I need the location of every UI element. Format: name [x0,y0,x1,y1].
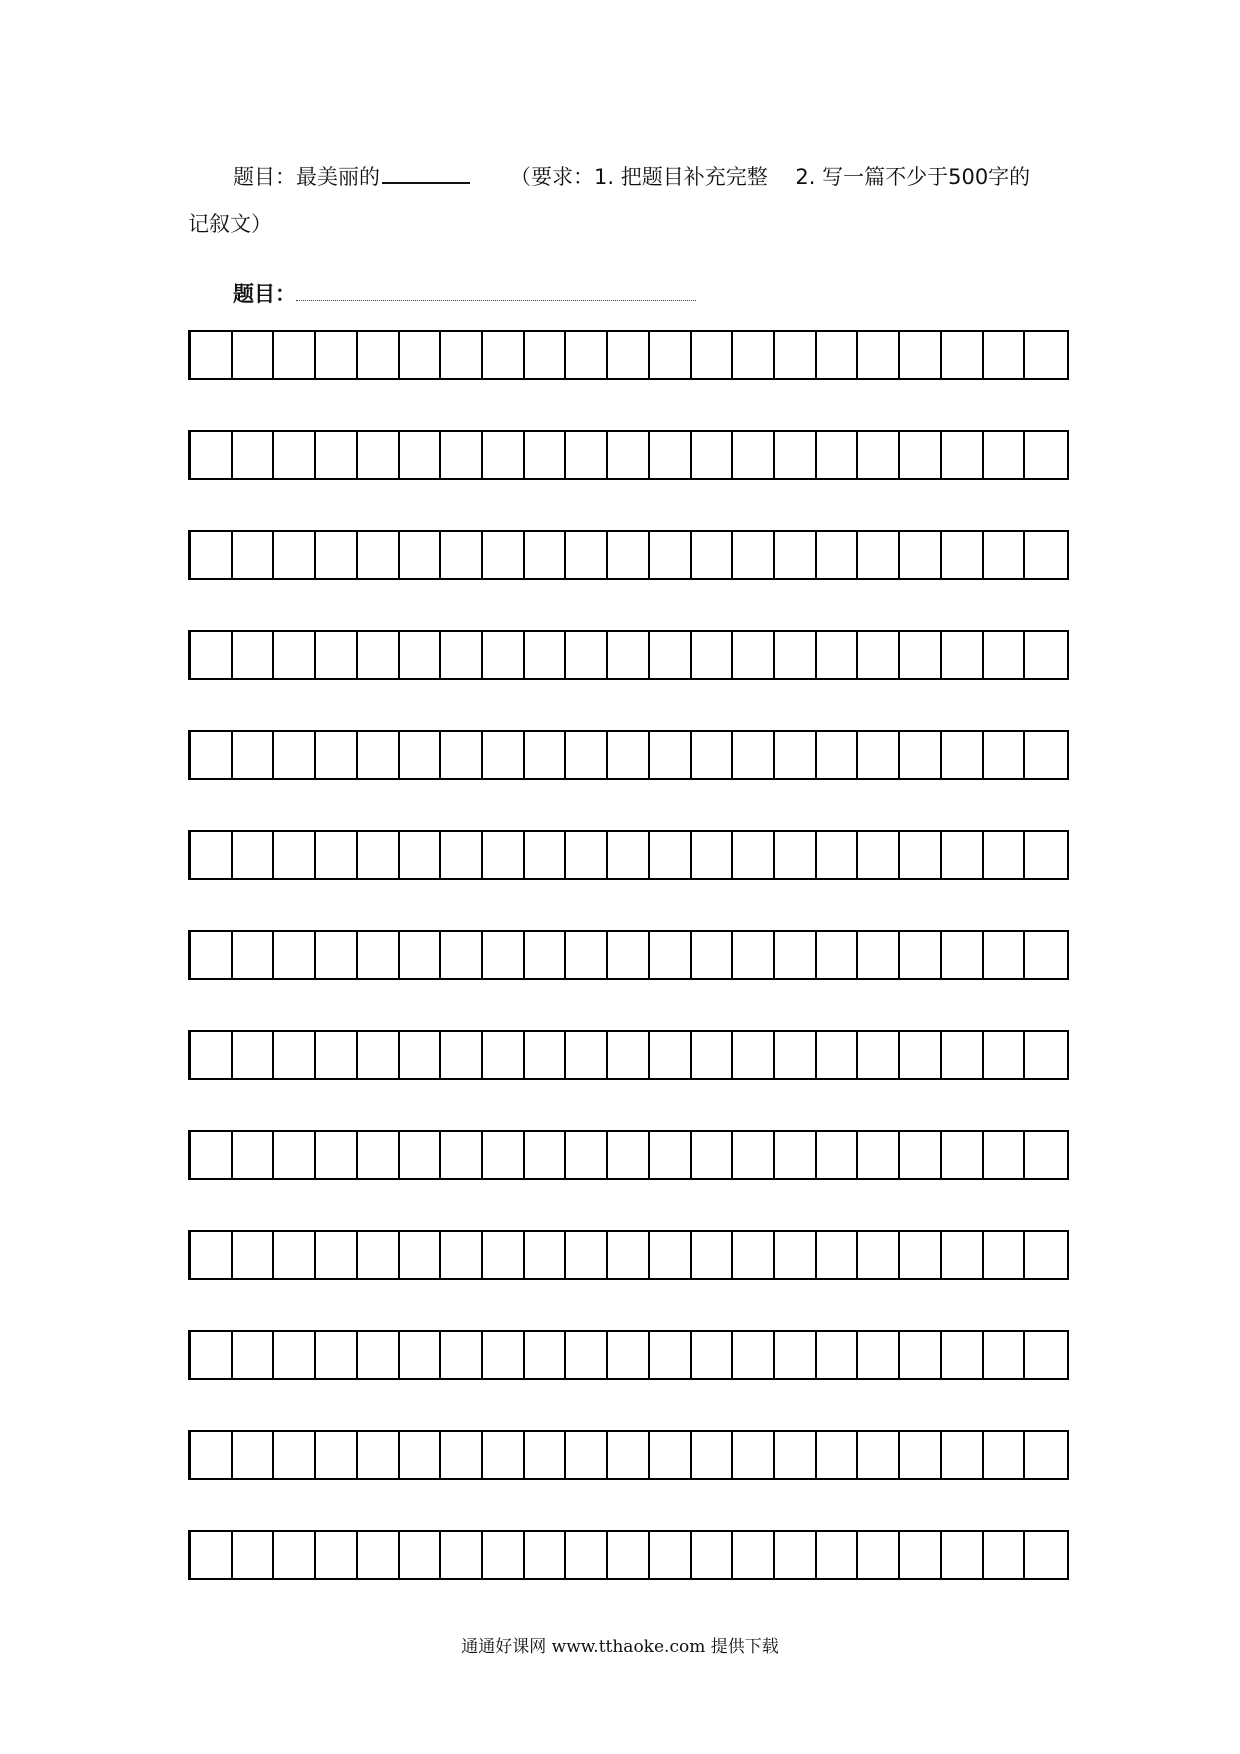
grid-cell[interactable] [733,1232,775,1278]
grid-cell[interactable] [400,632,442,678]
grid-cell[interactable] [358,532,400,578]
grid-cell[interactable] [191,632,233,678]
grid-cell[interactable] [525,1032,567,1078]
grid-cell[interactable] [984,332,1026,378]
prompt-line [233,162,1030,191]
grid-cell[interactable] [483,1032,525,1078]
requirements-continued: 记叙文） [188,212,272,236]
grid-cell[interactable] [858,1232,900,1278]
grid-cell[interactable] [358,932,400,978]
grid-cell[interactable] [525,532,567,578]
grid-cell[interactable] [817,1232,859,1278]
grid-cell[interactable] [858,532,900,578]
grid-cell[interactable] [775,932,817,978]
grid-cell[interactable] [233,1132,275,1178]
grid-cell[interactable] [858,1332,900,1378]
grid-cell[interactable] [775,832,817,878]
grid-cell[interactable] [608,932,650,978]
grid-cell[interactable] [650,832,692,878]
grid-cell[interactable] [1025,1132,1067,1178]
grid-cell[interactable] [191,832,233,878]
grid-cell[interactable] [274,732,316,778]
grid-cell[interactable] [566,1332,608,1378]
grid-cell[interactable] [233,732,275,778]
grid-cell[interactable] [400,532,442,578]
grid-cell[interactable] [483,832,525,878]
grid-cell[interactable] [608,1432,650,1478]
grid-cell[interactable] [650,1432,692,1478]
grid-cell[interactable] [1025,832,1067,878]
grid-cell[interactable] [525,1132,567,1178]
grid-cell[interactable] [1025,1032,1067,1078]
grid-cell[interactable] [733,1532,775,1578]
grid-cell[interactable] [984,632,1026,678]
grid-cell[interactable] [733,432,775,478]
grid-cell[interactable] [733,332,775,378]
grid-cell[interactable] [441,1432,483,1478]
grid-cell[interactable] [775,1532,817,1578]
grid-cell[interactable] [650,432,692,478]
grid-cell[interactable] [608,1232,650,1278]
grid-cell[interactable] [942,632,984,678]
grid-cell[interactable] [441,1132,483,1178]
grid-cell[interactable] [233,1432,275,1478]
grid-cell[interactable] [942,1132,984,1178]
grid-cell[interactable] [1025,532,1067,578]
grid-cell[interactable] [775,532,817,578]
grid-cell[interactable] [858,932,900,978]
grid-cell[interactable] [900,1032,942,1078]
grid-cell[interactable] [274,532,316,578]
grid-cell[interactable] [692,1432,734,1478]
grid-cell[interactable] [817,1432,859,1478]
grid-cell[interactable] [608,1332,650,1378]
grid-cell[interactable] [650,332,692,378]
grid-cell[interactable] [400,832,442,878]
grid-cell[interactable] [483,432,525,478]
grid-cell[interactable] [274,1232,316,1278]
grid-cell[interactable] [984,432,1026,478]
grid-cell[interactable] [566,1032,608,1078]
grid-cell[interactable] [942,732,984,778]
grid-cell[interactable] [984,1332,1026,1378]
grid-cell[interactable] [692,1532,734,1578]
grid-cell[interactable] [566,732,608,778]
grid-cell[interactable] [900,1432,942,1478]
grid-cell[interactable] [942,1432,984,1478]
grid-cell[interactable] [692,1232,734,1278]
grid-cell[interactable] [942,1332,984,1378]
grid-cell[interactable] [984,1432,1026,1478]
grid-cell[interactable] [233,832,275,878]
grid-cell[interactable] [274,1132,316,1178]
grid-cell[interactable] [900,1532,942,1578]
grid-cell[interactable] [274,932,316,978]
grid-cell[interactable] [858,832,900,878]
grid-cell[interactable] [858,1532,900,1578]
grid-cell[interactable] [191,1332,233,1378]
grid-row [188,930,1069,980]
grid-cell[interactable] [1025,332,1067,378]
grid-cell[interactable] [233,632,275,678]
grid-cell[interactable] [274,632,316,678]
grid-cell[interactable] [525,1532,567,1578]
grid-cell[interactable] [900,1332,942,1378]
grid-cell[interactable] [358,1232,400,1278]
grid-cell[interactable] [483,532,525,578]
grid-cell[interactable] [984,832,1026,878]
grid-cell[interactable] [400,332,442,378]
grid-cell[interactable] [692,1132,734,1178]
grid-cell[interactable] [441,832,483,878]
grid-cell[interactable] [400,1532,442,1578]
grid-cell[interactable] [233,432,275,478]
grid-cell[interactable] [817,332,859,378]
grid-cell[interactable] [650,1132,692,1178]
grid-cell[interactable] [608,332,650,378]
grid-cell[interactable] [566,1432,608,1478]
requirements-text: （要求：1. 把题目补充完整 2. 写一篇不少于500字的 [510,165,1031,189]
grid-cell[interactable] [775,1132,817,1178]
grid-cell[interactable] [650,1332,692,1378]
grid-row [188,1230,1069,1280]
grid-cell[interactable] [400,1032,442,1078]
grid-cell[interactable] [191,1532,233,1578]
grid-cell[interactable] [817,1132,859,1178]
grid-cell[interactable] [650,932,692,978]
grid-cell[interactable] [775,332,817,378]
grid-cell[interactable] [441,732,483,778]
grid-cell[interactable] [650,1232,692,1278]
grid-cell[interactable] [775,1232,817,1278]
grid-row [188,1030,1069,1080]
grid-row [188,1330,1069,1380]
grid-cell[interactable] [608,1132,650,1178]
grid-cell[interactable] [358,632,400,678]
grid-cell[interactable] [733,1332,775,1378]
grid-cell[interactable] [316,1532,358,1578]
grid-cell[interactable] [817,1032,859,1078]
answer-title-label: 题目： [233,282,296,306]
grid-cell[interactable] [441,932,483,978]
grid-cell[interactable] [942,432,984,478]
grid-cell[interactable] [692,432,734,478]
grid-cell[interactable] [858,732,900,778]
prompt-label: 题目：最美丽的 [233,165,380,189]
grid-cell[interactable] [566,332,608,378]
grid-cell[interactable] [191,1032,233,1078]
grid-cell[interactable] [483,332,525,378]
grid-cell[interactable] [566,432,608,478]
grid-cell[interactable] [942,832,984,878]
grid-cell[interactable] [692,1332,734,1378]
grid-row [188,430,1069,480]
grid-cell[interactable] [858,1432,900,1478]
grid-cell[interactable] [775,1432,817,1478]
grid-cell[interactable] [525,732,567,778]
grid-cell[interactable] [191,332,233,378]
grid-cell[interactable] [900,832,942,878]
grid-cell[interactable] [483,732,525,778]
grid-cell[interactable] [900,732,942,778]
grid-cell[interactable] [316,732,358,778]
grid-row [188,530,1069,580]
grid-cell[interactable] [441,1032,483,1078]
grid-cell[interactable] [692,732,734,778]
grid-cell[interactable] [274,1332,316,1378]
grid-cell[interactable] [608,1532,650,1578]
grid-cell[interactable] [900,632,942,678]
grid-cell[interactable] [984,532,1026,578]
grid-cell[interactable] [400,732,442,778]
grid-cell[interactable] [191,1232,233,1278]
grid-cell[interactable] [566,1532,608,1578]
grid-cell[interactable] [441,432,483,478]
grid-cell[interactable] [316,332,358,378]
grid-cell[interactable] [900,1232,942,1278]
grid-cell[interactable] [316,632,358,678]
grid-cell[interactable] [358,332,400,378]
grid-cell[interactable] [483,1232,525,1278]
grid-cell[interactable] [483,1132,525,1178]
grid-cell[interactable] [817,832,859,878]
grid-cell[interactable] [733,832,775,878]
grid-cell[interactable] [817,432,859,478]
grid-cell[interactable] [566,932,608,978]
grid-cell[interactable] [608,832,650,878]
grid-cell[interactable] [858,332,900,378]
grid-cell[interactable] [316,932,358,978]
grid-cell[interactable] [858,1032,900,1078]
grid-cell[interactable] [566,632,608,678]
grid-cell[interactable] [441,1532,483,1578]
grid-cell[interactable] [525,1332,567,1378]
grid-cell[interactable] [942,932,984,978]
grid-cell[interactable] [566,1232,608,1278]
grid-row [188,730,1069,780]
grid-cell[interactable] [608,1032,650,1078]
grid-cell[interactable] [525,632,567,678]
grid-cell[interactable] [692,332,734,378]
footer-credit: 通通好课网 www.tthaoke.com 提供下载 [461,1637,779,1657]
grid-cell[interactable] [233,532,275,578]
grid-cell[interactable] [233,332,275,378]
grid-cell[interactable] [316,432,358,478]
grid-cell[interactable] [566,1132,608,1178]
grid-cell[interactable] [274,1532,316,1578]
grid-cell[interactable] [650,632,692,678]
grid-cell[interactable] [191,732,233,778]
grid-cell[interactable] [441,632,483,678]
grid-cell[interactable] [1025,1532,1067,1578]
grid-cell[interactable] [525,832,567,878]
grid-cell[interactable] [858,632,900,678]
grid-cell[interactable] [650,532,692,578]
grid-cell[interactable] [984,1032,1026,1078]
grid-cell[interactable] [191,1132,233,1178]
grid-cell[interactable] [274,1432,316,1478]
grid-cell[interactable] [692,632,734,678]
title-blank[interactable] [382,162,470,184]
grid-cell[interactable] [1025,1232,1067,1278]
grid-cell[interactable] [316,532,358,578]
grid-cell[interactable] [900,1132,942,1178]
grid-cell[interactable] [358,732,400,778]
grid-cell[interactable] [858,1132,900,1178]
grid-cell[interactable] [692,532,734,578]
grid-cell[interactable] [1025,1332,1067,1378]
grid-cell[interactable] [775,1032,817,1078]
grid-cell[interactable] [191,1432,233,1478]
grid-cell[interactable] [358,1432,400,1478]
grid-cell[interactable] [566,832,608,878]
grid-cell[interactable] [858,432,900,478]
grid-cell[interactable] [358,832,400,878]
grid-row [188,630,1069,680]
grid-cell[interactable] [274,1032,316,1078]
grid-cell[interactable] [400,432,442,478]
grid-cell[interactable] [525,932,567,978]
grid-cell[interactable] [984,932,1026,978]
grid-cell[interactable] [274,832,316,878]
grid-cell[interactable] [775,432,817,478]
grid-cell[interactable] [900,532,942,578]
grid-cell[interactable] [942,1032,984,1078]
grid-cell[interactable] [483,932,525,978]
grid-cell[interactable] [316,1132,358,1178]
grid-cell[interactable] [441,532,483,578]
grid-cell[interactable] [316,832,358,878]
grid-cell[interactable] [483,1432,525,1478]
grid-cell[interactable] [817,632,859,678]
grid-row [188,1530,1069,1580]
writing-grid [188,330,1069,1580]
grid-cell[interactable] [817,532,859,578]
grid-cell[interactable] [358,432,400,478]
grid-cell[interactable] [400,1132,442,1178]
grid-cell[interactable] [733,732,775,778]
grid-row [188,330,1069,380]
grid-cell[interactable] [525,1432,567,1478]
grid-cell[interactable] [817,1532,859,1578]
grid-cell[interactable] [692,832,734,878]
grid-cell[interactable] [900,432,942,478]
grid-cell[interactable] [608,432,650,478]
grid-cell[interactable] [650,1032,692,1078]
grid-cell[interactable] [817,1332,859,1378]
grid-cell[interactable] [733,632,775,678]
grid-cell[interactable] [441,1332,483,1378]
grid-cell[interactable] [441,1232,483,1278]
grid-cell[interactable] [608,732,650,778]
grid-cell[interactable] [566,532,608,578]
grid-cell[interactable] [1025,632,1067,678]
grid-cell[interactable] [1025,732,1067,778]
grid-cell[interactable] [692,932,734,978]
grid-cell[interactable] [191,432,233,478]
grid-cell[interactable] [1025,1432,1067,1478]
grid-cell[interactable] [984,1132,1026,1178]
grid-cell[interactable] [984,1232,1026,1278]
grid-row [188,1430,1069,1480]
grid-cell[interactable] [233,1232,275,1278]
grid-cell[interactable] [775,632,817,678]
grid-cell[interactable] [233,1032,275,1078]
grid-cell[interactable] [733,1132,775,1178]
grid-cell[interactable] [608,532,650,578]
grid-cell[interactable] [483,1332,525,1378]
grid-cell[interactable] [525,332,567,378]
grid-cell[interactable] [316,1332,358,1378]
grid-cell[interactable] [984,1532,1026,1578]
grid-cell[interactable] [817,732,859,778]
grid-cell[interactable] [233,1532,275,1578]
grid-cell[interactable] [525,432,567,478]
grid-cell[interactable] [650,732,692,778]
grid-cell[interactable] [650,1532,692,1578]
grid-cell[interactable] [733,532,775,578]
grid-cell[interactable] [441,332,483,378]
grid-cell[interactable] [191,532,233,578]
answer-title-field[interactable] [296,300,696,301]
grid-cell[interactable] [358,1132,400,1178]
grid-cell[interactable] [733,1432,775,1478]
grid-cell[interactable] [358,1032,400,1078]
grid-cell[interactable] [358,1332,400,1378]
grid-cell[interactable] [733,932,775,978]
grid-cell[interactable] [316,1432,358,1478]
grid-cell[interactable] [400,932,442,978]
grid-cell[interactable] [817,932,859,978]
grid-cell[interactable] [483,632,525,678]
grid-cell[interactable] [400,1432,442,1478]
grid-row [188,830,1069,880]
grid-cell[interactable] [692,1032,734,1078]
grid-cell[interactable] [274,432,316,478]
grid-cell[interactable] [316,1032,358,1078]
grid-cell[interactable] [900,332,942,378]
grid-cell[interactable] [525,1232,567,1278]
grid-cell[interactable] [233,932,275,978]
grid-cell[interactable] [733,1032,775,1078]
grid-cell[interactable] [984,732,1026,778]
grid-cell[interactable] [942,332,984,378]
grid-cell[interactable] [358,1532,400,1578]
grid-cell[interactable] [400,1232,442,1278]
grid-cell[interactable] [942,1232,984,1278]
grid-cell[interactable] [316,1232,358,1278]
grid-cell[interactable] [1025,432,1067,478]
grid-cell[interactable] [608,632,650,678]
grid-cell[interactable] [942,1532,984,1578]
grid-row [188,1130,1069,1180]
grid-cell[interactable] [274,332,316,378]
grid-cell[interactable] [191,932,233,978]
grid-cell[interactable] [775,732,817,778]
grid-cell[interactable] [233,1332,275,1378]
grid-cell[interactable] [400,1332,442,1378]
grid-cell[interactable] [1025,932,1067,978]
grid-cell[interactable] [483,1532,525,1578]
grid-cell[interactable] [900,932,942,978]
grid-cell[interactable] [775,1332,817,1378]
grid-cell[interactable] [942,532,984,578]
